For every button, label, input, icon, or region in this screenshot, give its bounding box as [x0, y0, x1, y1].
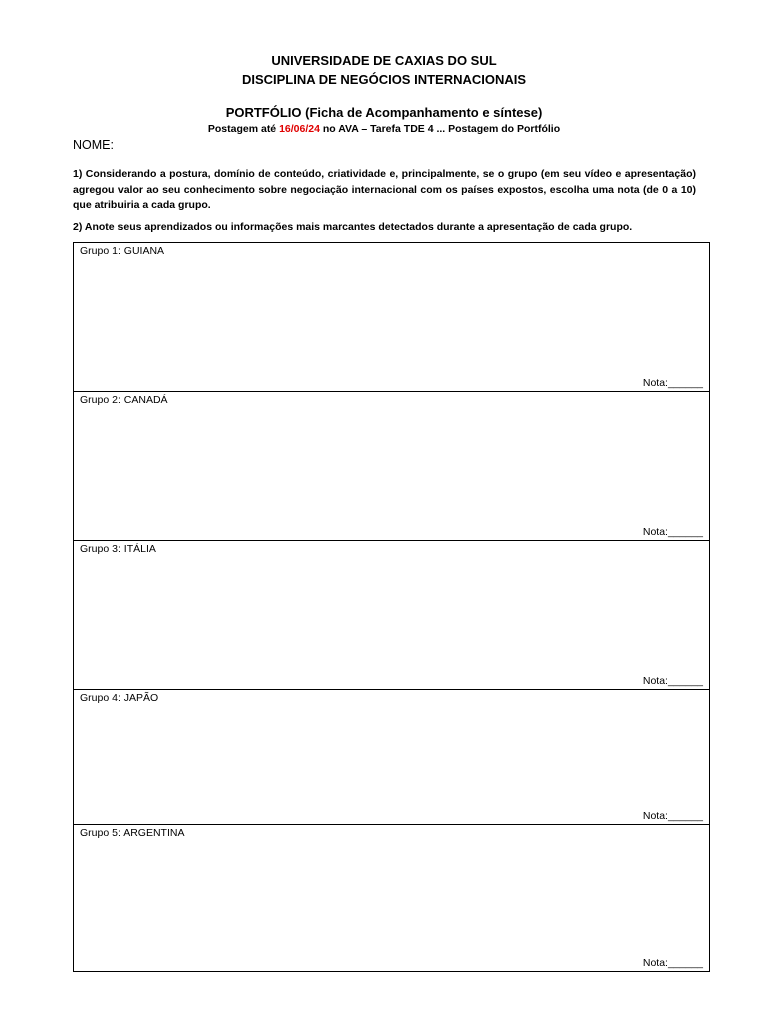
university-title: UNIVERSIDADE DE CAXIAS DO SUL [271, 53, 497, 68]
nota-field: Nota:______ [642, 675, 703, 687]
group-label: Grupo 5: ARGENTINA [80, 827, 185, 839]
groups-table [73, 242, 710, 972]
instruction-1: 1) Considerando a postura, domínio de conteúdo, criatividade e, principalmente, se o grupo (em seu vídeo e apresentação) agregou valor ao seu conhecimento sobre negociação internacional com os países expostos, escolha uma nota (de 0 a 10) que atribuiria a cada grupo. [73, 168, 696, 211]
group-box-5[interactable] [74, 824, 709, 971]
group-label: Grupo 1: GUIANA [80, 245, 165, 257]
instruction-2: 2) Anote seus aprendizados ou informações mais marcantes detectados durante a apresentação de cada grupo. [73, 221, 633, 233]
group-box-4[interactable] [74, 689, 709, 824]
group-box-1[interactable] [74, 243, 709, 391]
group-label: Grupo 2: CANADÁ [80, 394, 168, 406]
group-box-2[interactable] [74, 391, 709, 540]
nota-field: Nota:______ [642, 957, 703, 969]
nota-field: Nota:______ [642, 810, 703, 822]
discipline-title: DISCIPLINA DE NEGÓCIOS INTERNACIONAIS [241, 72, 527, 87]
portfolio-title: PORTFÓLIO (Ficha de Acompanhamento e síntese) [225, 105, 543, 120]
nota-field: Nota:______ [642, 377, 703, 389]
posting-date: 16/06/24 [279, 123, 320, 135]
posting-prefix: Postagem até [207, 123, 280, 135]
group-box-3[interactable] [74, 540, 709, 689]
nome-label: NOME: [73, 138, 114, 152]
nota-field: Nota:______ [642, 526, 703, 538]
group-label: Grupo 4: JAPÃO [80, 692, 159, 704]
posting-line [0, 123, 768, 135]
group-label: Grupo 3: ITÁLIA [80, 543, 156, 555]
posting-suffix: no AVA – Tarefa TDE 4 ... Postagem do Portfólio [319, 123, 561, 135]
